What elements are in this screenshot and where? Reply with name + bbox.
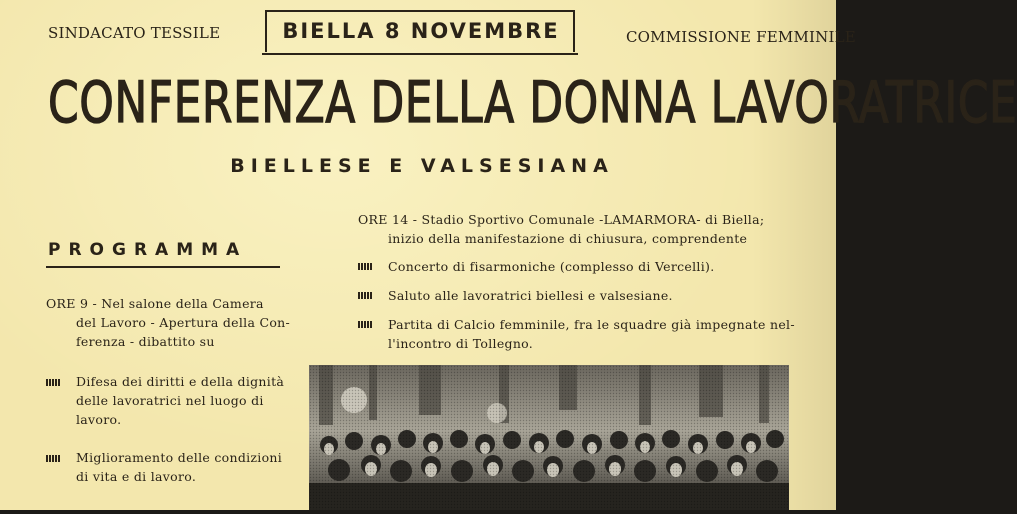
bullet-icon <box>358 321 372 328</box>
topic-line: Difesa dei diritti e della dignità <box>76 374 285 389</box>
afternoon-session <box>358 210 798 248</box>
union-label: SINDACATO TESSILE <box>48 24 221 42</box>
topic-item <box>46 448 282 488</box>
morning-session <box>46 294 291 351</box>
afternoon-line-1: ORE 14 - Stadio Sportivo Comunale -LAMARMORA- di Biella; <box>358 212 765 227</box>
poster-subtitle: BIELLESE E VALSESIANA <box>230 155 614 177</box>
morning-line-2: del Lavoro - Apertura della Con- <box>76 315 291 330</box>
date-box-rule <box>262 53 578 55</box>
topic-line: Miglioramento delle condizioni <box>76 450 283 465</box>
afternoon-line-2: inizio della manifestazione di chiusura, comprendente <box>388 231 748 246</box>
event-item <box>358 257 798 276</box>
event-line: l'incontro di Tollegno. <box>388 336 534 351</box>
commission-label: COMMISSIONE FEMMINILE <box>626 28 856 46</box>
event-item <box>358 315 798 353</box>
poster-title: CONFERENZA DELLA DONNA LAVORATRICE <box>48 70 1017 137</box>
program-heading: PROGRAMMA <box>48 240 248 260</box>
event-line: Saluto alle lavoratrici biellesi e valsesiane. <box>388 288 673 303</box>
topic-line: di vita e di lavoro. <box>76 469 197 484</box>
event-date: BIELLA 8 NOVEMBRE <box>282 19 560 43</box>
program-heading-rule <box>46 266 280 268</box>
crowd-photo-graphic <box>309 365 789 510</box>
topic-item <box>46 372 285 432</box>
topic-line: delle lavoratrici nel luogo di <box>76 393 264 408</box>
bullet-icon <box>46 379 60 386</box>
event-item <box>358 286 798 305</box>
topic-line: lavoro. <box>76 412 122 427</box>
crowd-photograph <box>309 365 789 510</box>
morning-line-3: ferenza - dibattito su <box>76 334 215 349</box>
morning-line-1: ORE 9 - Nel salone della Camera <box>46 296 264 311</box>
event-line: Partita di Calcio femminile, fra le squadre già impegnate nel- <box>388 317 795 332</box>
bullet-icon <box>358 292 372 299</box>
bullet-icon <box>46 455 60 462</box>
bullet-icon <box>358 263 372 270</box>
event-line: Concerto di fisarmoniche (complesso di Vercelli). <box>388 259 715 274</box>
